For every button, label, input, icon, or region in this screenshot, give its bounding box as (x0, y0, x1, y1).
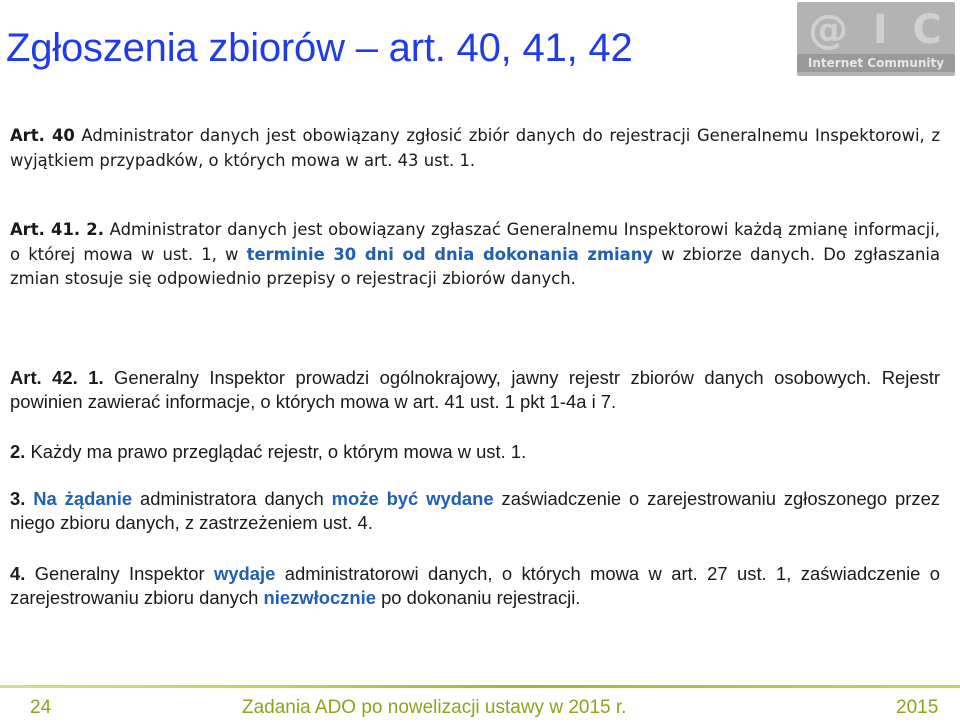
highlight-immediately: niezwłocznie (263, 587, 376, 609)
paragraph-art-42-1 (10, 366, 940, 415)
logo-letter-i: I (872, 7, 890, 53)
paragraph-text: Administrator danych jest obowiązany zgłosić zbiór danych do rejestracji Generalnemu Inspektorowi, z wyjątkiem przypadków, o których mowa w art. 43 ust. 1. (10, 126, 940, 170)
footer-title: Zadania ADO po nowelizacji ustawy w 2015 r. (242, 697, 627, 718)
paragraph-art-42-2 (10, 440, 940, 464)
paragraph-art-40 (10, 124, 940, 173)
footer-year: 2015 (896, 697, 939, 718)
paragraph-art-41-2 (10, 218, 940, 292)
paragraph-text: zaświadczenie o zarejestrowaniu zgłoszonego przez niego zbioru danych, z zastrzeżeniem ust. 4. (10, 488, 940, 534)
paragraph-text: Generalny Inspektor (25, 563, 215, 584)
footer-page-number: 24 (30, 697, 52, 718)
highlight-issues: wydaje (214, 563, 276, 584)
paragraph-text: w zbiorze danych. Do zgłaszania zmian stosuje się odpowiednio przepisy o rejestracji zbiorów danych. (10, 244, 940, 289)
paragraph-text: po dokonaniu rejestracji. (375, 587, 581, 609)
section-number: 3. (10, 488, 26, 509)
highlight-deadline: terminie 30 dni od dnia dokonania zmiany (246, 244, 654, 264)
slide-title: Zgłoszenia zbiorów – art. 40, 41, 42 (6, 26, 633, 70)
logo-tagline: Internet Community (797, 54, 955, 72)
highlight-on-request: Na żądanie (33, 488, 133, 509)
logo-letter-c: C (912, 7, 944, 53)
paragraph-text: Generalny Inspektor prowadzi ogólnokrajowy, jawny rejestr zbiorów danych osobowych. Rejestr powinien zawierać informacje, o których mowa w art. 41 ust. 1 pkt 1-4a i 7. (10, 367, 941, 413)
internet-community-logo (797, 2, 955, 76)
section-number: 4. (10, 563, 26, 584)
article-number: Art. 41. 2. (10, 220, 104, 239)
highlight-may-be-issued: może być wydane (331, 488, 494, 509)
slide-footer (0, 685, 960, 723)
paragraph-text: administratorowi danych, o których mowa w art. 27 ust. 1, zaświadczenie o zarejestrowaniu zbioru danych (10, 563, 941, 609)
article-number: Art. 42. 1. (10, 367, 104, 388)
article-number: Art. 40 (10, 126, 75, 145)
footer-divider (0, 685, 960, 688)
paragraph-text: Każdy ma prawo przeglądać rejestr, o którym mowa w ust. 1. (25, 441, 527, 462)
logo-letters (797, 4, 955, 56)
paragraph-text: administratora danych (132, 488, 332, 509)
logo-letter-at: @ (808, 7, 851, 53)
paragraph-art-42-3 (10, 487, 940, 536)
paragraph-art-42-4 (10, 562, 940, 611)
paragraph-text: Administrator danych jest obowiązany zgłaszać Generalnemu Inspektorowi każdą zmianę informacji, o której mowa w ust. 1, w (10, 220, 940, 264)
section-number: 2. (10, 441, 26, 462)
